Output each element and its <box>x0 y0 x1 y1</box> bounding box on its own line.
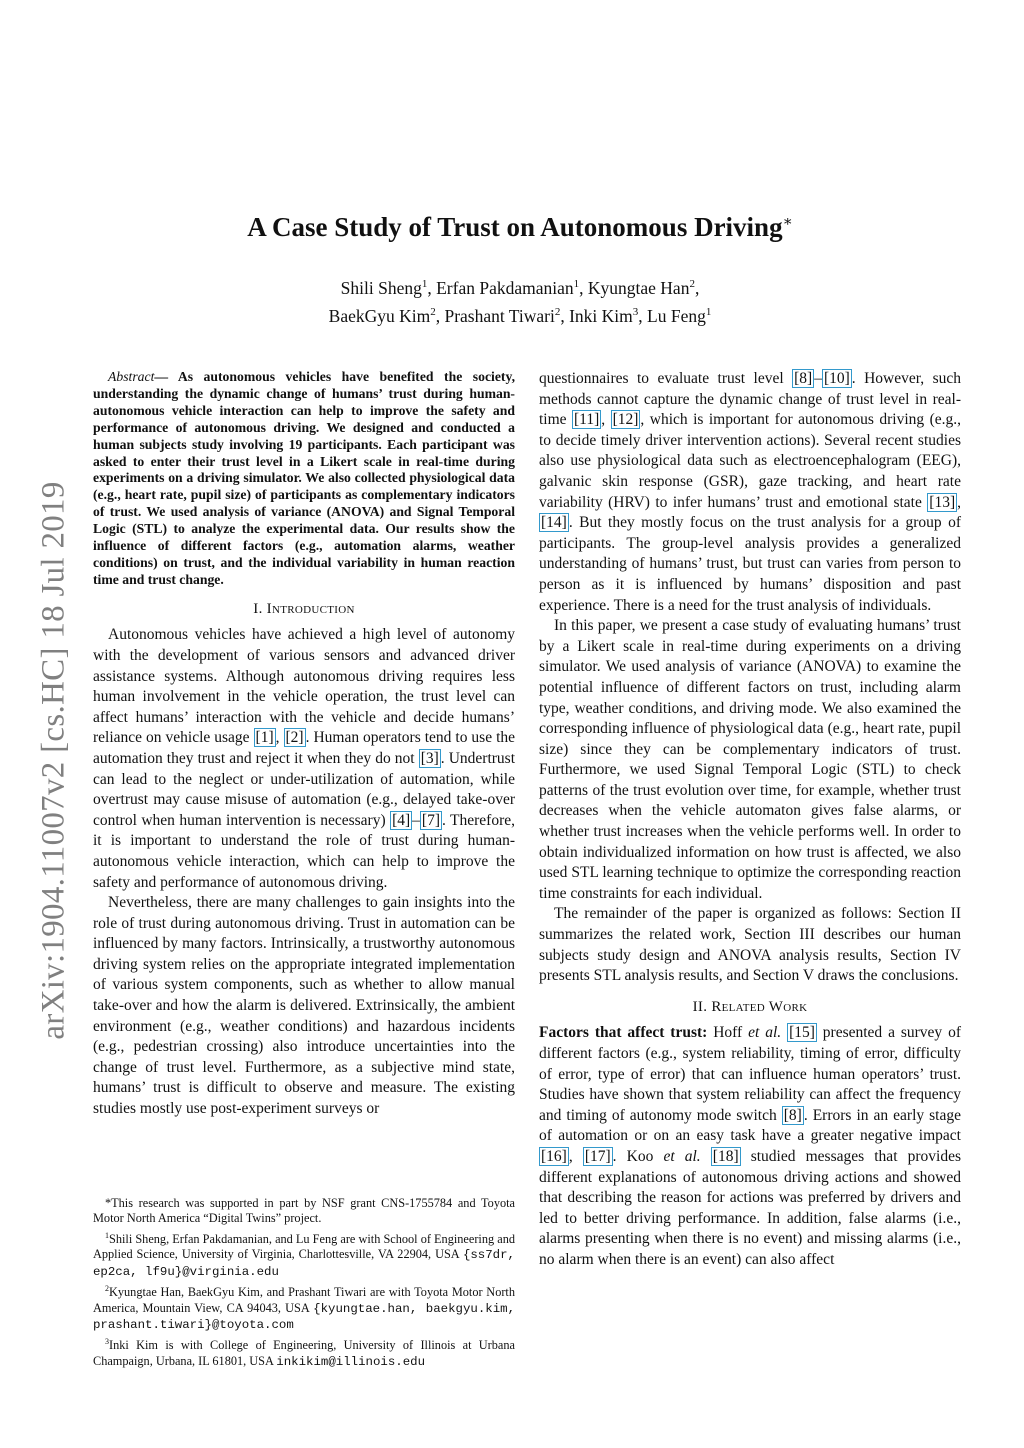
paper-title <box>0 212 1024 243</box>
author-affiliation: 2 <box>430 305 436 318</box>
text-run: studied messages that provides different explanations of autonomous driving actions and showed that describing the reason for actions was preferred by drivers and led to better driving performance. In addition, false alarms (i.e., alarms presenting when there is no event) and missing alarms (i.e., no alarm when there is an event) can also affect <box>539 1147 961 1268</box>
text-run <box>701 1148 711 1165</box>
text-run: presented a survey of different factors (e.g., system reliability, timing of error, difficulty of error, type of error) that can influence human operators’ trust. Studies have shown that system reliability can affect the frequency and timing of autonomy mode switch <box>539 1024 961 1124</box>
footnote-mark: 2 <box>105 1284 109 1294</box>
author-name: Kyungtae Han <box>587 277 690 298</box>
footnote-text: Inki Kim is with College of Engineering, University of Illinois at Urbana Champaign, Urbana, IL 61801, USA <box>93 1338 515 1368</box>
citation-link[interactable]: [4] <box>392 811 411 829</box>
citation-link[interactable]: [14] <box>541 514 567 532</box>
citation-link[interactable]: [10] <box>823 370 850 387</box>
paragraph-heading: Factors that affect trust: <box>539 1024 708 1042</box>
related-work-paragraph <box>539 1023 961 1270</box>
author-affiliation: 2 <box>689 278 695 290</box>
text-run: . However, such methods cannot capture the dynamic change of trust level in real-time <box>539 370 961 429</box>
author-affiliation: 3 <box>632 305 639 318</box>
author-name: Erfan Pakdamanian <box>436 277 574 298</box>
abstract-label: Abstract <box>108 369 155 384</box>
text-run: questionnaires to evaluate trust level <box>539 370 793 387</box>
intro-paragraph-continued <box>539 369 961 616</box>
author-name: Lu Feng <box>647 305 706 326</box>
left-column <box>93 369 515 1120</box>
title-footnote-mark: ∗ <box>782 214 793 230</box>
author-line-2: BaekGyu Kim$^2$, Prashant Tiwari$^2$, Inki Kim$^3$, Lu Feng$^1$ <box>328 305 712 326</box>
text-run: – <box>412 811 420 829</box>
author-affiliation: 1 <box>573 278 580 290</box>
footnote-3 <box>93 1334 515 1370</box>
abstract <box>93 369 515 589</box>
footnote-mark: 3 <box>105 1337 109 1347</box>
footnote-text: Kyungtae Han, BaekGyu Kim, and Prashant Tiwari are with Toyota Motor North America, Mountain View, CA 94043, USA <box>93 1285 515 1315</box>
author-affiliation: 1 <box>705 305 712 318</box>
citation-link[interactable]: [2] <box>285 729 304 747</box>
author-name: Prashant Tiwari <box>444 305 555 326</box>
footnote-2 <box>93 1281 515 1333</box>
arxiv-id-text: arXiv:1904.11007v2 [cs.HC] 18 Jul 2019 <box>35 480 72 1040</box>
citation-link[interactable]: [18] <box>712 1147 739 1165</box>
text-run: . Undertrust can lead to the neglect or under-utilization of automation, while overtrust may cause misuse of automation (e.g., delayed take-over control when human intervention is necessary) <box>93 749 516 829</box>
text-run-italic: et al. <box>748 1024 782 1042</box>
section-heading-introduction: I. Introduction <box>253 600 355 617</box>
intro-paragraph-5: The remainder of the paper is organized as follows: Section II summarizes the related work, Section III describes our human subjects study design and ANOVA analysis results, Section IV presents STL analysis results, and Section V draws the conclusions. <box>539 905 961 985</box>
author-name: Shili Sheng <box>340 277 422 298</box>
citation-link[interactable]: [17] <box>584 1147 611 1165</box>
text-run: , <box>957 493 961 511</box>
text-run: , <box>601 411 611 429</box>
email-address[interactable]: {ss7dr, ep2ca, lf9u}@virginia.edu <box>93 1248 515 1279</box>
title-text: A Case Study of Trust on Autonomous Driving <box>247 212 783 242</box>
citation-link[interactable]: [11] <box>574 411 600 429</box>
author-name: Inki Kim <box>569 305 633 326</box>
citation-link[interactable]: [8] <box>783 1106 802 1124</box>
arxiv-identifier <box>34 462 74 1058</box>
author-affiliation: 2 <box>554 305 561 318</box>
footnote-funding: *This research was supported in part by NSF grant CNS-1755784 and Toyota Motor North America “Digital Twins” project. <box>93 1196 515 1226</box>
citation-link[interactable]: [16] <box>541 1147 567 1165</box>
text-run: . Therefore, it is important to understand the role of trust during human-autonomous vehicle interaction, which can help to improve the safety and performance of autonomous driving. <box>93 811 516 891</box>
intro-paragraph-1 <box>93 625 515 893</box>
citation-link[interactable]: [1] <box>255 729 274 747</box>
citation-link[interactable]: [7] <box>421 811 440 829</box>
text-run: . Koo <box>612 1147 664 1165</box>
text-run: . Human operators tend to use the automation they trust and reject it when they do not <box>93 729 516 767</box>
text-run: Autonomous vehicles have achieved a high level of autonomy with the development of various sensors and advanced driver assistance systems. Although autonomous driving requires less human involvement in the vehicle operation, the trust level can affect humans’ interaction with the vehicle and decide humans’ reliance on vehicle usage <box>93 626 515 747</box>
footnote-text: Shili Sheng, Erfan Pakdamanian, and Lu Feng are with School of Engineering and Applied Science, University of Virginia, Charlottesville, VA 22904, USA <box>93 1231 515 1262</box>
text-run: . Errors in an early stage of automation or on an easy task have a greater negative impact <box>539 1106 961 1145</box>
citation-link[interactable]: [12] <box>612 411 639 429</box>
text-run: , which is important for autonomous driving (e.g., to decide timely driver intervention actions). Several recent studies also use physiological data such as electroencephalogram (EEG), galvanic skin response (GSR), gaze tracking, and heart rate variability (HRV) to infer humans’ trust and emotional state <box>539 411 961 511</box>
author-list <box>0 272 1024 328</box>
text-run: , <box>275 729 284 747</box>
citation-link[interactable]: [15] <box>789 1024 815 1042</box>
author-affiliation: 1 <box>421 278 428 290</box>
citation-link[interactable]: [13] <box>929 493 956 511</box>
abstract-text: — As autonomous vehicles have benefited the society, understanding the dynamic change of humans’ trust during human-autonomous vehicle interaction can help to improve the safety and performance of autonomous driving. We designed and conducted a human subjects study involving 19 participants. Each participant was asked to enter their trust level in a Likert scale in real-time during experiments on a driving simulator. We also collected physiological data (e.g., heart rate, pupil size) of participants as complementary indicators of trust. We used analysis of variance (ANOVA) and Signal Temporal Logic (STL) to analyze the experimental data. Our results show the influence of different factors (e.g., automation alarms, weather conditions) on trust, and the individual variability in human reaction time and trust change. <box>93 369 515 587</box>
text-run: Hoff <box>707 1024 749 1042</box>
footnotes <box>93 1196 515 1371</box>
text-run: – <box>814 370 822 387</box>
author-name: BaekGyu Kim <box>328 305 431 326</box>
right-column <box>539 369 961 1271</box>
email-address[interactable]: {kyungtae.han, baekgyu.kim, prashant.tiwari}@toyota.com <box>93 1301 515 1333</box>
footnote-1 <box>93 1228 515 1280</box>
intro-paragraph-2: Nevertheless, there are many challenges to gain insights into the role of trust during autonomous driving. Trust in automation can be influenced by many factors. Intrinsically, a trustworthy autonomous driving system relies on the appropriate integrated implementation of various system components, such as whether to allow manual take-over and how the alarm is delivered. Extrinsically, the ambient environment (e.g., weather conditions) and hazardous incidents (e.g., pedestrian crossing) also introduce uncertainties into the change of trust level. Furthermore, as a subjective mind state, humans’ trust is difficult to observe and measure. The existing studies mostly use post-experiment surveys or <box>93 894 515 1118</box>
text-run: , <box>568 1147 583 1165</box>
citation-link[interactable]: [8] <box>794 370 813 387</box>
footnote-mark: 1 <box>105 1230 109 1240</box>
section-heading-related-work: II. Related Work <box>692 998 808 1015</box>
citation-link[interactable]: [3] <box>420 749 439 767</box>
author-line-1: Shili Sheng$^1$, Erfan Pakdamanian$^1$, Kyungtae Han$^2$, <box>340 277 700 298</box>
text-run-italic: et al. <box>663 1147 701 1165</box>
email-address[interactable]: inkikim@illinois.edu <box>276 1354 426 1369</box>
intro-paragraph-4: In this paper, we present a case study of evaluating humans’ trust by a Likert scale in real-time during experiments on a driving simulator. We used analysis of variance (ANOVA) to examine the potential influence of different factors on trust, including alarm type, weather conditions, and driving mode. We also examined the corresponding influence of physiological data (e.g., heart rate, pupil size) since they can be complementary indicators of trust. Furthermore, we used Signal Temporal Logic (STL) to check patterns of the trust evolution over time, for example, whether trust decreases when the vehicle automaton gives false alarms, or whether trust increases when the vehicle performs well. In order to obtain individualized information on how trust is affected, we also used STL learning technique to optimize the corresponding reaction time constraints for each individual. <box>539 617 961 902</box>
text-run: . But they mostly focus on the trust analysis for a group of participants. The group-level analysis provides a generalized understanding of humans’ trust, but trust can varies from person to person as it is influenced by humans’ disposition and past experience. There is a need for the trust analysis of individuals. <box>539 514 961 614</box>
